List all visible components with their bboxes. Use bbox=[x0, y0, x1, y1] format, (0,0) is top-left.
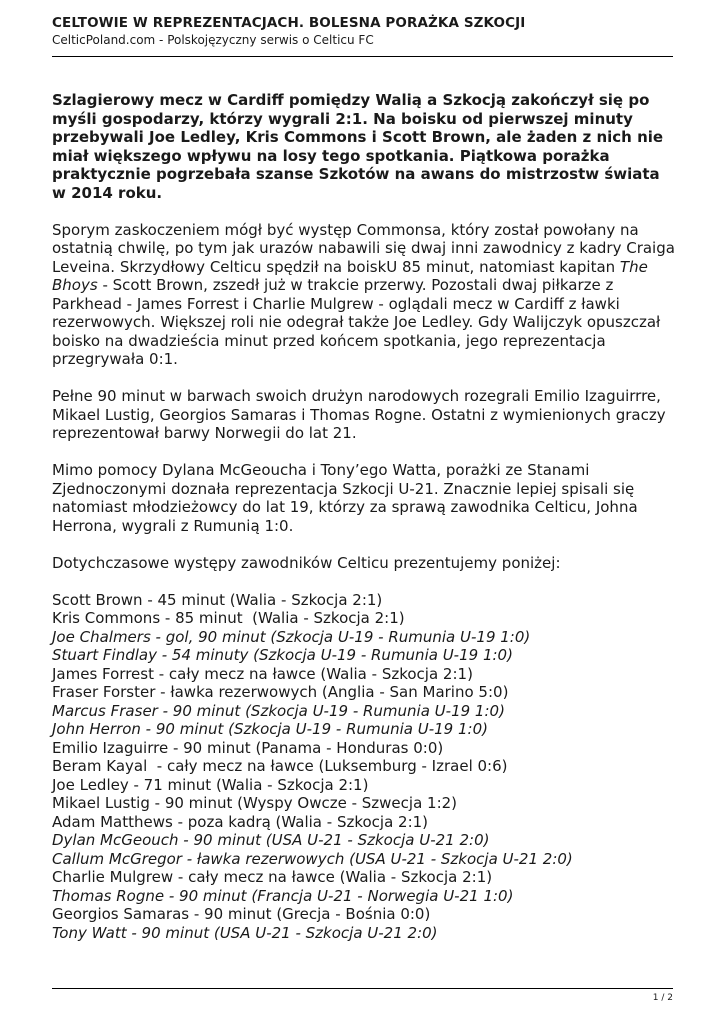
paragraph-text: Sporym zaskoczeniem mógł być występ Commonsa, który został powołany na ostatnią chwilę, po tym jak urazów nabawili się dwaj inni zawodnicy z kadry Craiga Leveina. Skrzydłowy Celticu spędził na boiskU 85 minut, natomiast kapitan bbox=[52, 220, 675, 276]
paragraph-text: - Scott Brown, zszedł już w trakcie przerwy. Pozostali dwaj piłkarze z Parkhead - James Forrest i Charlie Mulgrew - oglądali mecz w Cardiff z ławki rezerwowych. Większej roli nie odegrał także Joe Ledley. Gdy Walijczyk opuszczał boisko na dwadzieścia minut przed końcem spotkania, jego reprezentacja przegrywała 0:1. bbox=[52, 276, 661, 368]
player-list-item: Dylan McGeouch - 90 minut (USA U-21 - Szkocja U-21 2:0) bbox=[52, 831, 490, 849]
article-lead: Szlagierowy mecz w Cardiff pomiędzy Walią a Szkocją zakończył się po myśli gospodarzy, którzy wygrali 2:1. Na boisku od pierwszej minuty przebywali Joe Ledley, Kris Commons i Scott Brown, ale żaden z nich nie miał większego wpływu na losy tego spotkania. Piątkowa porażka praktycznie pogrzebała szanse Szkotów na awans do mistrzostw świata w 2014 roku. bbox=[52, 91, 664, 202]
footer-divider bbox=[52, 988, 673, 989]
article-body bbox=[52, 91, 677, 942]
player-list-item: Tony Watt - 90 minut (USA U-21 - Szkocja U-21 2:0) bbox=[52, 923, 438, 942]
player-list-item: Kris Commons - 85 minut (Walia - Szkocja 2:1) bbox=[52, 609, 405, 627]
player-appearances-list bbox=[52, 591, 677, 943]
article-paragraph-2: Pełne 90 minut w barwach swoich drużyn narodowych rozegrali Emilio Izaguirrre, Mikael Lustig, Georgios Samaras i Thomas Rogne. Ostatni z wymienionych graczy reprezentował barwy Norwegii do lat 21. bbox=[52, 387, 666, 442]
player-list-item: Stuart Findlay - 54 minuty (Szkocja U-19 - Rumunia U-19 1:0) bbox=[52, 646, 513, 664]
player-list-item: Emilio Izaguirre - 90 minut (Panama - Honduras 0:0) bbox=[52, 738, 444, 757]
player-list-item: Scott Brown - 45 minut (Walia - Szkocja 2:1) bbox=[52, 590, 383, 609]
article-paragraph-1 bbox=[52, 221, 677, 369]
article-paragraph-3: Mimo pomocy Dylana McGeoucha i Tony’ego Watta, porażki ze Stanami Zjednoczonymi doznała reprezentacja Szkocji U-21. Znacznie lepiej spisali się natomiast młodzieżowcy do lat 19, którzy za sprawą zawodnika Celticu, Johna Herrona, wygrali z Rumunią 1:0. bbox=[52, 461, 638, 535]
player-list-item: James Forrest - cały mecz na ławce (Walia - Szkocja 2:1) bbox=[52, 664, 473, 683]
article-title: CELTOWIE W REPREZENTACJACH. BOLESNA PORAŻKA SZKOCJI bbox=[52, 15, 526, 31]
player-list-item: Georgios Samaras - 90 minut (Grecja - Bośnia 0:0) bbox=[52, 905, 431, 923]
player-list-item: Mikael Lustig - 90 minut (Wyspy Owcze - Szwecja 1:2) bbox=[52, 794, 458, 812]
site-subtitle: CelticPoland.com - Polskojęzyczny serwis o Celticu FC bbox=[52, 33, 374, 47]
player-list-item: Fraser Forster - ławka rezerwowych (Anglia - San Marino 5:0) bbox=[52, 683, 509, 701]
header-divider bbox=[52, 56, 673, 57]
player-list-item: Callum McGregor - ławka rezerwowych (USA U-21 - Szkocja U-21 2:0) bbox=[52, 849, 573, 868]
emphasis-text: The Bhoys bbox=[52, 257, 648, 294]
player-list-item: Marcus Fraser - 90 minut (Szkocja U-19 - Rumunia U-19 1:0) bbox=[52, 701, 505, 720]
page-header bbox=[52, 14, 673, 48]
player-list-item: Charlie Mulgrew - cały mecz na ławce (Walia - Szkocja 2:1) bbox=[52, 868, 493, 886]
player-list-item: Joe Ledley - 71 minut (Walia - Szkocja 2:1) bbox=[52, 775, 369, 794]
player-list-item: Thomas Rogne - 90 minut (Francja U-21 - Norwegia U-21 1:0) bbox=[52, 886, 514, 905]
player-list-item: Beram Kayal - cały mecz na ławce (Luksemburg - Izrael 0:6) bbox=[52, 757, 508, 775]
page-number: 1 / 2 bbox=[652, 993, 673, 1003]
player-list-item: Adam Matthews - poza kadrą (Walia - Szkocja 2:1) bbox=[52, 812, 429, 831]
player-list-item: John Herron - 90 minut (Szkocja U-19 - Rumunia U-19 1:0) bbox=[52, 720, 488, 738]
player-list-item: Joe Chalmers - gol, 90 minut (Szkocja U-19 - Rumunia U-19 1:0) bbox=[52, 627, 531, 646]
article-paragraph-4: Dotychczasowe występy zawodników Celticu prezentujemy poniżej: bbox=[52, 553, 561, 572]
